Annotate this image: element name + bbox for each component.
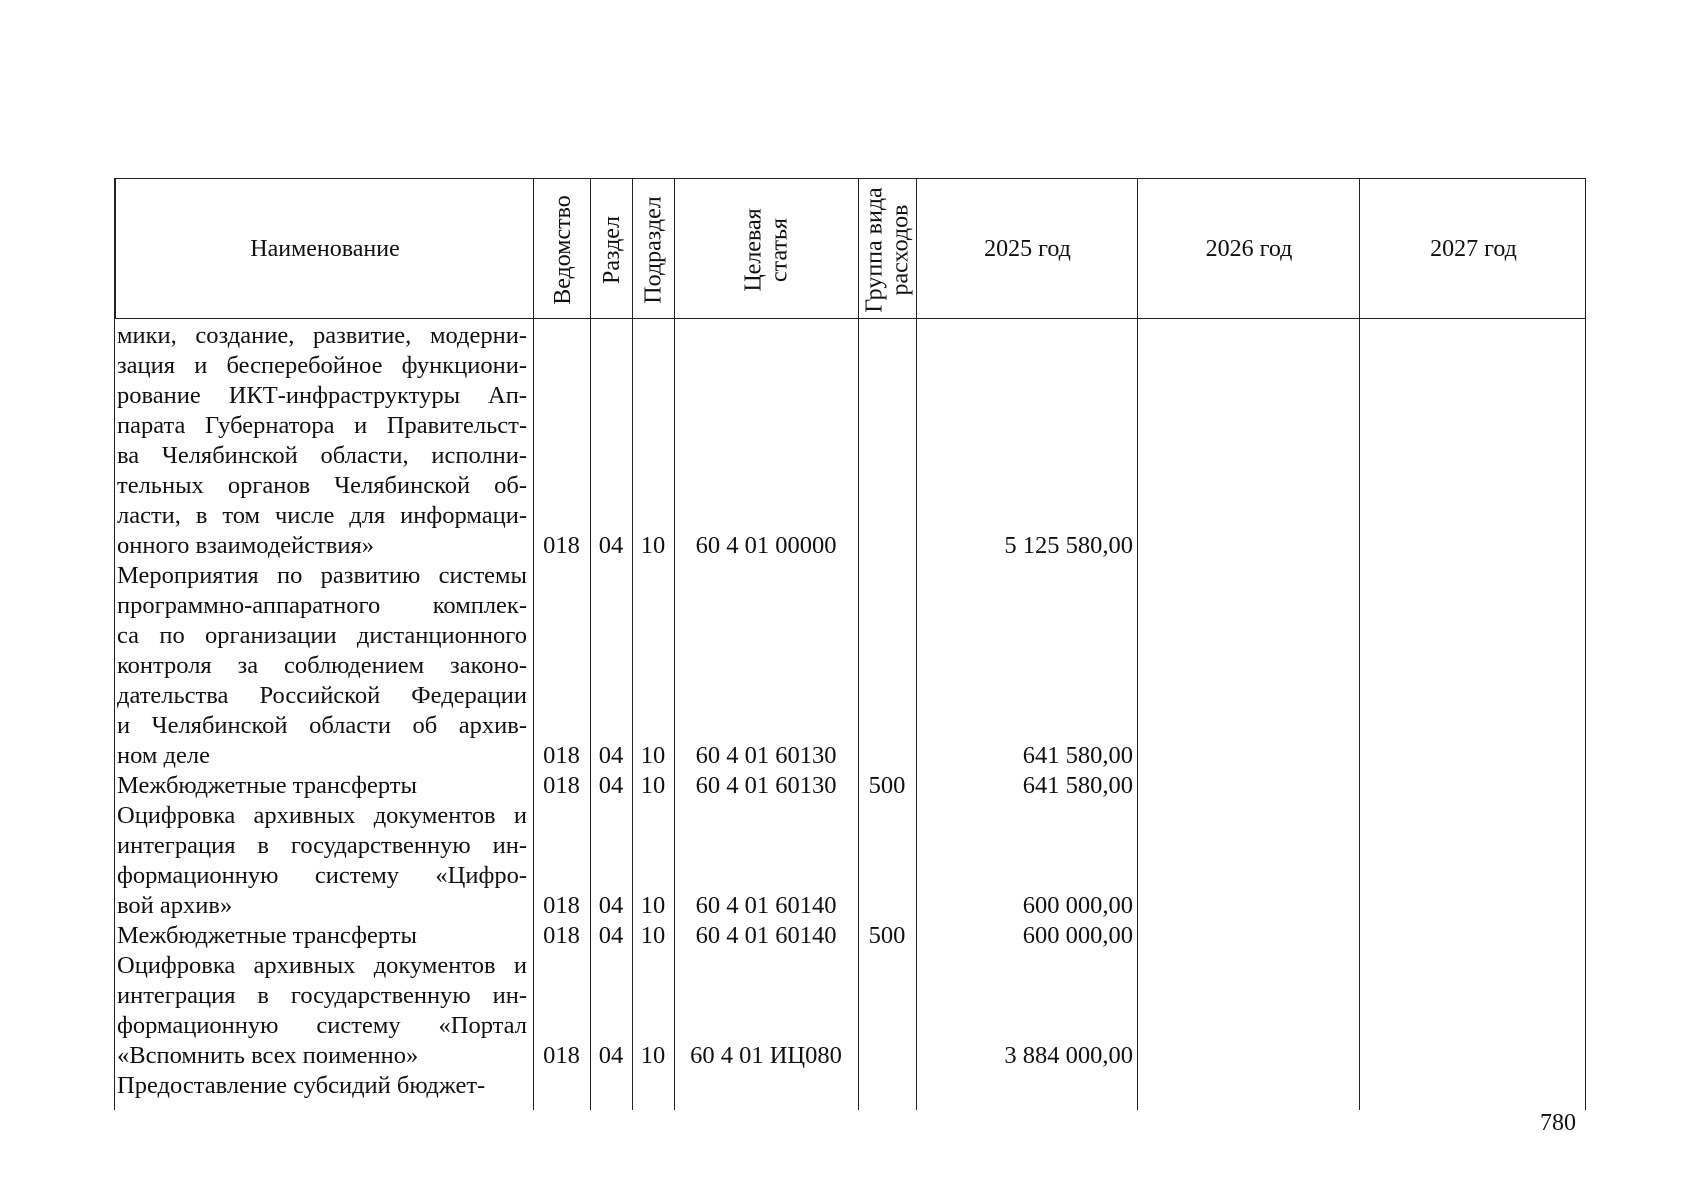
row-target: 60 4 01 60130 bbox=[695, 742, 837, 769]
row-name-line: интеграция в государственную ин- bbox=[117, 982, 527, 1009]
header-group-line1: Группа вида bbox=[862, 186, 888, 313]
row-name-line: са по организации дистанционного bbox=[117, 622, 527, 649]
header-subsection-cell bbox=[633, 179, 675, 320]
row-name-line: Межбюджетные трансферты bbox=[117, 922, 417, 949]
header-section: Раздел bbox=[599, 215, 626, 284]
row-name-line: ном деле bbox=[117, 742, 210, 769]
table-row bbox=[115, 801, 1586, 921]
row-target: 60 4 01 ИЦ080 bbox=[690, 1042, 842, 1069]
header-2025: 2025 год bbox=[984, 236, 1071, 262]
header-name-cell bbox=[116, 179, 534, 320]
row-dept: 018 bbox=[543, 772, 580, 799]
row-subsection: 10 bbox=[640, 922, 666, 949]
row-amount-2025: 3 884 000,00 bbox=[1004, 1042, 1133, 1069]
row-section: 04 bbox=[598, 922, 624, 949]
header-2027: 2027 год bbox=[1430, 236, 1517, 262]
row-name-line: ва Челябинской области, исполни- bbox=[117, 442, 527, 469]
header-2026-cell bbox=[1138, 179, 1360, 320]
row-dept: 018 bbox=[543, 1042, 580, 1069]
row-amount-2025: 5 125 580,00 bbox=[1004, 532, 1133, 559]
row-section: 04 bbox=[598, 772, 624, 799]
row-subsection: 10 bbox=[640, 532, 666, 559]
table-row bbox=[115, 321, 1586, 561]
row-group: 500 bbox=[868, 772, 906, 799]
row-subsection: 10 bbox=[640, 1042, 666, 1069]
row-amount-2025: 600 000,00 bbox=[1022, 892, 1133, 919]
row-name bbox=[117, 801, 527, 921]
row-name-line: Межбюджетные трансферты bbox=[117, 772, 417, 799]
table-row bbox=[115, 1071, 1586, 1101]
page-number: 780 bbox=[1540, 1110, 1576, 1136]
row-name-line: Мероприятия по развитию системы bbox=[117, 562, 527, 589]
header-2027-cell bbox=[1360, 179, 1587, 320]
row-section: 04 bbox=[598, 742, 624, 769]
row-name bbox=[117, 1071, 527, 1101]
row-name-line: парата Губернатора и Правительст- bbox=[117, 412, 527, 439]
row-section: 04 bbox=[598, 1042, 624, 1069]
row-name bbox=[117, 771, 527, 801]
row-target: 60 4 01 60140 bbox=[695, 892, 837, 919]
header-group-cell bbox=[859, 179, 917, 320]
row-dept: 018 bbox=[543, 532, 580, 559]
row-dept: 018 bbox=[543, 922, 580, 949]
header-group-line2: расходов bbox=[888, 204, 914, 295]
header-name: Наименование bbox=[250, 236, 400, 262]
table-row bbox=[115, 561, 1586, 771]
row-name-line: мики, создание, развитие, модерни- bbox=[117, 322, 527, 349]
row-dept: 018 bbox=[543, 742, 580, 769]
row-name bbox=[117, 321, 527, 561]
table-row bbox=[115, 951, 1586, 1071]
row-name-line: тельных органов Челябинской об- bbox=[117, 472, 527, 499]
row-name-line: интеграция в государственную ин- bbox=[117, 832, 527, 859]
row-name-line: программно-аппаратного комплек- bbox=[117, 592, 527, 619]
row-name-line: формационную систему «Цифро- bbox=[117, 862, 527, 889]
row-name-line: Оцифровка архивных документов и bbox=[117, 802, 527, 829]
row-name-line: онного взаимодействия» bbox=[117, 532, 375, 559]
row-name-line: формационную систему «Портал bbox=[117, 1012, 527, 1039]
header-dept: Ведомство bbox=[549, 194, 576, 305]
row-amount-2025: 641 580,00 bbox=[1022, 772, 1133, 799]
row-target: 60 4 01 60130 bbox=[695, 772, 837, 799]
header-target-line1: Целевая bbox=[740, 207, 767, 292]
row-name bbox=[117, 951, 527, 1071]
header-group bbox=[862, 187, 914, 312]
row-name-line: Предоставление субсидий бюджет- bbox=[117, 1072, 486, 1099]
row-name-line: рование ИКТ-инфраструктуры Ап- bbox=[117, 382, 527, 409]
row-subsection: 10 bbox=[640, 742, 666, 769]
row-name-line: ласти, в том числе для информаци- bbox=[117, 502, 527, 529]
row-name-line: и Челябинской области об архив- bbox=[117, 712, 527, 739]
header-target-line2: статья bbox=[766, 217, 793, 282]
row-group: 500 bbox=[868, 922, 906, 949]
row-subsection: 10 bbox=[640, 772, 666, 799]
header-dept-cell bbox=[534, 179, 591, 320]
row-amount-2025: 600 000,00 bbox=[1022, 922, 1133, 949]
header-target-cell bbox=[675, 179, 859, 320]
row-name-line: «Вспомнить всех поименно» bbox=[117, 1042, 419, 1069]
row-target: 60 4 01 00000 bbox=[695, 532, 837, 559]
row-section: 04 bbox=[598, 892, 624, 919]
header-2025-cell bbox=[917, 179, 1138, 320]
row-target: 60 4 01 60140 bbox=[695, 922, 837, 949]
header-section-cell bbox=[591, 179, 633, 320]
row-name bbox=[117, 561, 527, 771]
row-name-line: вой архив» bbox=[117, 892, 233, 919]
row-dept: 018 bbox=[543, 892, 580, 919]
row-name-line: Оцифровка архивных документов и bbox=[117, 952, 527, 979]
table-row bbox=[115, 921, 1586, 951]
table-header bbox=[115, 178, 1586, 319]
row-name-line: контроля за соблюдением законо- bbox=[117, 652, 527, 679]
row-name-line: зация и бесперебойное функциони- bbox=[117, 352, 527, 379]
row-section: 04 bbox=[598, 532, 624, 559]
row-name bbox=[117, 921, 527, 951]
header-2026: 2026 год bbox=[1205, 236, 1293, 262]
table-row bbox=[115, 771, 1586, 801]
row-subsection: 10 bbox=[640, 892, 666, 919]
row-name-line: дательства Российской Федерации bbox=[117, 682, 527, 709]
row-amount-2025: 641 580,00 bbox=[1022, 742, 1133, 769]
header-subsection: Подраздел bbox=[641, 195, 668, 304]
header-target bbox=[741, 208, 793, 291]
